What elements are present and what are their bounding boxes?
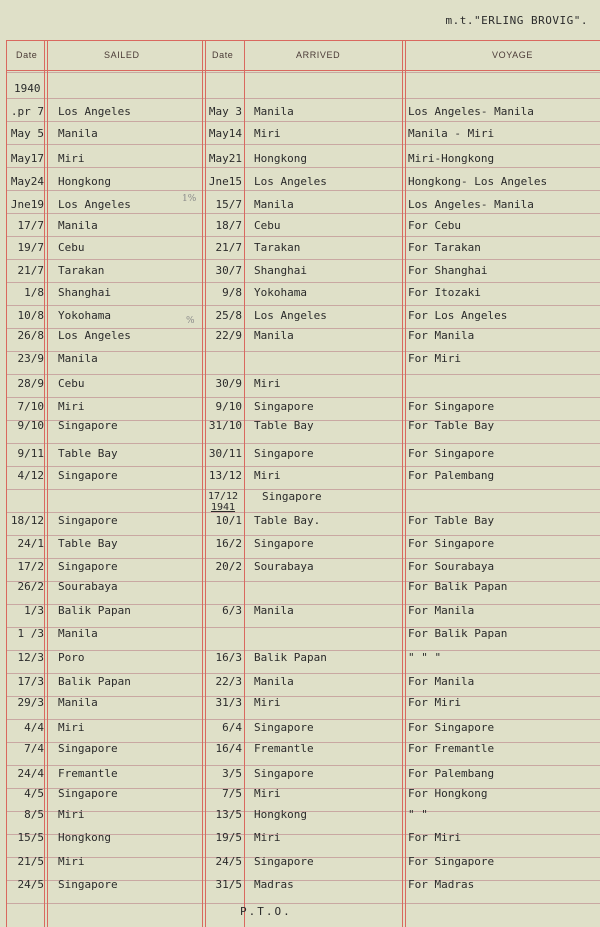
sailed-port: Shanghai [58,286,111,299]
arrived-date: 24/5 [215,855,242,868]
ledger-row [0,514,600,528]
pencil-mark: % [186,316,195,326]
year-1940: 1940 [14,82,41,95]
sailed-date: 1 /3 [17,627,44,640]
voyage: For Singapore [408,721,495,734]
voyage: For Madras [408,878,475,891]
sailed-port: Manila [58,127,98,140]
voyage: " " " [408,651,442,664]
arrived-port: Miri [254,377,281,390]
sailed-date: 12/3 [17,651,44,664]
voyage: Los Angeles- Manila [408,105,534,118]
arrived-port: Singapore [254,400,314,413]
sailed-port: Singapore [58,878,118,891]
sailed-port: Tarakan [58,264,105,277]
arrived-date: 9/8 [222,286,242,299]
ledger-row [0,219,600,233]
ledger-row [0,808,600,822]
voyage: For Cebu [408,219,461,232]
arrived-date: 18/7 [215,219,242,232]
sailed-port: Singapore [58,560,118,573]
header-date-sailed: Date [16,50,38,60]
header-top-rule [6,40,600,41]
voyage: For Singapore [408,855,495,868]
sailed-port: Manila [58,627,98,640]
ledger-row [0,787,600,801]
arrived-date: 16/3 [215,651,242,664]
sailed-date: 17/7 [17,219,44,232]
ruled-line [6,673,600,674]
ledger-row [0,419,600,433]
voyage: Manila - Miri [408,127,495,140]
ledger-row [0,537,600,551]
arrived-date: 10/1 [215,514,242,527]
arrived-port: Table Bay. [254,514,321,527]
arrived-date: 22/3 [215,675,242,688]
sailed-date: 23/9 [17,352,44,365]
sailed-date: 26/8 [17,329,44,342]
arrived-date: 16/4 [215,742,242,755]
sailed-port: Singapore [58,787,118,800]
sailed-port: Balik Papan [58,604,131,617]
arrived-port: Manila [254,604,294,617]
ledger-row [0,651,600,665]
arrived-date: 31/3 [215,696,242,709]
arrived-port: Tarakan [254,241,301,254]
ruled-line [6,535,600,536]
voyage: For Manila [408,604,475,617]
voyage: For Miri [408,831,461,844]
arrived-date: 6/3 [222,604,242,617]
header-bottom-rule [6,70,600,71]
ledger-row [0,721,600,735]
arrived-date: 30/7 [215,264,242,277]
arrived-date: May 3 [208,105,242,118]
ledger-row [0,580,600,594]
arrived-date: 15/7 [215,198,242,211]
voyage: For Shanghai [408,264,488,277]
voyage: For Los Angeles [408,309,508,322]
arrived-port: Singapore [254,447,314,460]
ruled-line [6,466,600,467]
sailed-port: Miri [58,152,85,165]
sailed-port: Miri [58,808,85,821]
arrived-date: 22/9 [215,329,242,342]
ship-name: m.t."ERLING BROVIG". [445,14,588,27]
sailed-date: 4/5 [24,787,44,800]
voyage: For Balik Papan [408,580,508,593]
arrived-date: 9/10 [215,400,242,413]
ledger-row [0,604,600,618]
extra-arrival-date: 17/12 1941 [207,491,239,513]
sailed-date: 1/8 [24,286,44,299]
ruled-line [6,558,600,559]
ruled-line [6,259,600,260]
ledger-row [0,286,600,300]
arrived-port: Yokohama [254,286,307,299]
sailed-port: Manila [58,219,98,232]
ledger-row [0,352,600,366]
ruled-line [6,282,600,283]
sailed-port: Singapore [58,419,118,432]
arrived-date: 21/7 [215,241,242,254]
ruled-line [6,121,600,122]
arrived-port: Miri [254,469,281,482]
sailed-port: Singapore [58,742,118,755]
arrived-date: 19/5 [215,831,242,844]
header-arrived: ARRIVED [296,50,341,60]
arrived-port: Hongkong [254,808,307,821]
arrived-port: Miri [254,127,281,140]
pencil-mark: 1% [182,194,197,204]
sailed-date: 4/4 [24,721,44,734]
sailed-date: 9/11 [17,447,44,460]
arrived-port: Fremantle [254,742,314,755]
arrived-port: Sourabaya [254,560,314,573]
sailed-date: 29/3 [17,696,44,709]
sailed-date: 1/3 [24,604,44,617]
voyage: Los Angeles- Manila [408,198,534,211]
arrived-port: Singapore [254,721,314,734]
voyage: For Singapore [408,400,495,413]
arrived-date: Jne15 [208,175,242,188]
arrived-port: Los Angeles [254,309,327,322]
arrived-port: Balik Papan [254,651,327,664]
ledger-row [0,400,600,414]
voyage: Hongkong- Los Angeles [408,175,548,188]
sailed-port: Miri [58,855,85,868]
extra-arrival-place: Singapore [262,490,322,503]
sailed-date: May24 [10,175,44,188]
voyage: For Table Bay [408,514,495,527]
ruled-line [6,72,600,73]
voyage: For Balik Papan [408,627,508,640]
ruled-line [6,903,600,904]
sailed-port: Los Angeles [58,105,131,118]
arrived-date: 20/2 [215,560,242,573]
sailed-port: Manila [58,696,98,709]
sailed-date: 10/8 [17,309,44,322]
ledger-row [0,742,600,756]
ruled-line [6,144,600,145]
ledger-row [0,469,600,483]
voyage: For Singapore [408,447,495,460]
arrived-date: 3/5 [222,767,242,780]
voyage: For Itozaki [408,286,481,299]
arrived-date: 30/9 [215,377,242,390]
arrived-date: 13/5 [215,808,242,821]
arrived-date: 6/4 [222,721,242,734]
sailed-date: 7/10 [17,400,44,413]
sailed-port: Singapore [58,514,118,527]
footer-pto: P.T.O. [240,905,292,918]
ruled-line [6,443,600,444]
ledger-row [0,696,600,710]
ruled-line [6,765,600,766]
arrived-port: Manila [254,198,294,211]
sailed-port: Cebu [58,377,85,390]
ledger-row [0,447,600,461]
sailed-port: Fremantle [58,767,118,780]
ruled-line [6,167,600,168]
arrived-port: Manila [254,329,294,342]
ledger-row [0,627,600,641]
arrived-port: Madras [254,878,294,891]
ruled-line [6,190,600,191]
sailed-port: Balik Papan [58,675,131,688]
voyage: For Miri [408,696,461,709]
voyage: For Tarakan [408,241,481,254]
sailed-date: 8/5 [24,808,44,821]
ledger-row [0,127,600,141]
arrived-port: Miri [254,831,281,844]
arrived-port: Los Angeles [254,175,327,188]
voyage: For Palembang [408,767,495,780]
ruled-line [6,305,600,306]
sailed-date: 24/5 [17,878,44,891]
sailed-port: Miri [58,721,85,734]
arrived-port: Singapore [254,767,314,780]
sailed-date: 21/7 [17,264,44,277]
arrived-port: Manila [254,105,294,118]
sailed-port: Poro [58,651,85,664]
ruled-line [6,98,600,99]
sailed-date: 9/10 [17,419,44,432]
arrived-date: 13/12 [208,469,242,482]
sailed-port: Sourabaya [58,580,118,593]
sailed-date: 15/5 [17,831,44,844]
sailed-port: Los Angeles [58,329,131,342]
sailed-date: 26/2 [17,580,44,593]
arrived-date: 25/8 [215,309,242,322]
sailed-date: Jne19 [10,198,44,211]
ledger-row [0,377,600,391]
sailed-date: 18/12 [10,514,44,527]
arrived-date: 16/2 [215,537,242,550]
arrived-port: Cebu [254,219,281,232]
voyage: For Manila [408,329,475,342]
arrived-date: May21 [208,152,242,165]
arrived-port: Singapore [254,537,314,550]
voyage: For Hongkong [408,787,488,800]
voyage: For Palembang [408,469,495,482]
sailed-date: 28/9 [17,377,44,390]
voyage: " " [408,808,428,821]
arrived-port: Miri [254,787,281,800]
sailed-port: Yokohama [58,309,111,322]
ledger-row [0,329,600,343]
ledger-row [0,241,600,255]
ledger-row [0,198,600,212]
sailed-port: Table Bay [58,537,118,550]
voyage: For Sourabaya [408,560,495,573]
sailed-port: Los Angeles [58,198,131,211]
arrived-date: 7/5 [222,787,242,800]
arrived-port: Hongkong [254,152,307,165]
arrived-port: Singapore [254,855,314,868]
ledger-row [0,675,600,689]
sailed-date: 7/4 [24,742,44,755]
ruled-line [6,236,600,237]
arrived-port: Shanghai [254,264,307,277]
sailed-date: 21/5 [17,855,44,868]
sailed-date: 17/3 [17,675,44,688]
sailed-date: May 5 [10,127,44,140]
voyage: For Fremantle [408,742,495,755]
voyage: For Table Bay [408,419,495,432]
ledger-row [0,175,600,189]
sailed-port: Singapore [58,469,118,482]
voyage: For Singapore [408,537,495,550]
arrived-date: 31/10 [208,419,242,432]
sailed-port: Miri [58,400,85,413]
header-date-arrived: Date [212,50,234,60]
sailed-port: Manila [58,352,98,365]
ruled-line [6,213,600,214]
sailed-date: 17/2 [17,560,44,573]
arrived-port: Miri [254,696,281,709]
ledger-row [0,264,600,278]
ruled-line [6,397,600,398]
header-sailed: SAILED [104,50,140,60]
ruled-line [6,719,600,720]
ledger-row [0,855,600,869]
arrived-date: 31/5 [215,878,242,891]
sailed-port: Hongkong [58,175,111,188]
voyage: For Miri [408,352,461,365]
arrived-date: 30/11 [208,447,242,460]
ledger-row [0,831,600,845]
sailed-date: May17 [10,152,44,165]
ledger-row [0,105,600,119]
ledger-row [0,560,600,574]
arrived-date: May14 [208,127,242,140]
sailed-port: Hongkong [58,831,111,844]
voyage: For Manila [408,675,475,688]
ledger-row [0,767,600,781]
ledger-row [0,309,600,323]
arrived-port: Manila [254,675,294,688]
header-voyage: VOYAGE [492,50,533,60]
sailed-date: 4/12 [17,469,44,482]
sailed-date: 19/7 [17,241,44,254]
sailed-port: Cebu [58,241,85,254]
arrived-port: Table Bay [254,419,314,432]
ruled-line [6,512,600,513]
sailed-date: 24/4 [17,767,44,780]
sailed-port: Table Bay [58,447,118,460]
sailed-date: 24/1 [17,537,44,550]
ruled-line [6,374,600,375]
ledger-row [0,878,600,892]
voyage: Miri-Hongkong [408,152,495,165]
ledger-row [0,152,600,166]
sailed-date: .pr 7 [10,105,44,118]
